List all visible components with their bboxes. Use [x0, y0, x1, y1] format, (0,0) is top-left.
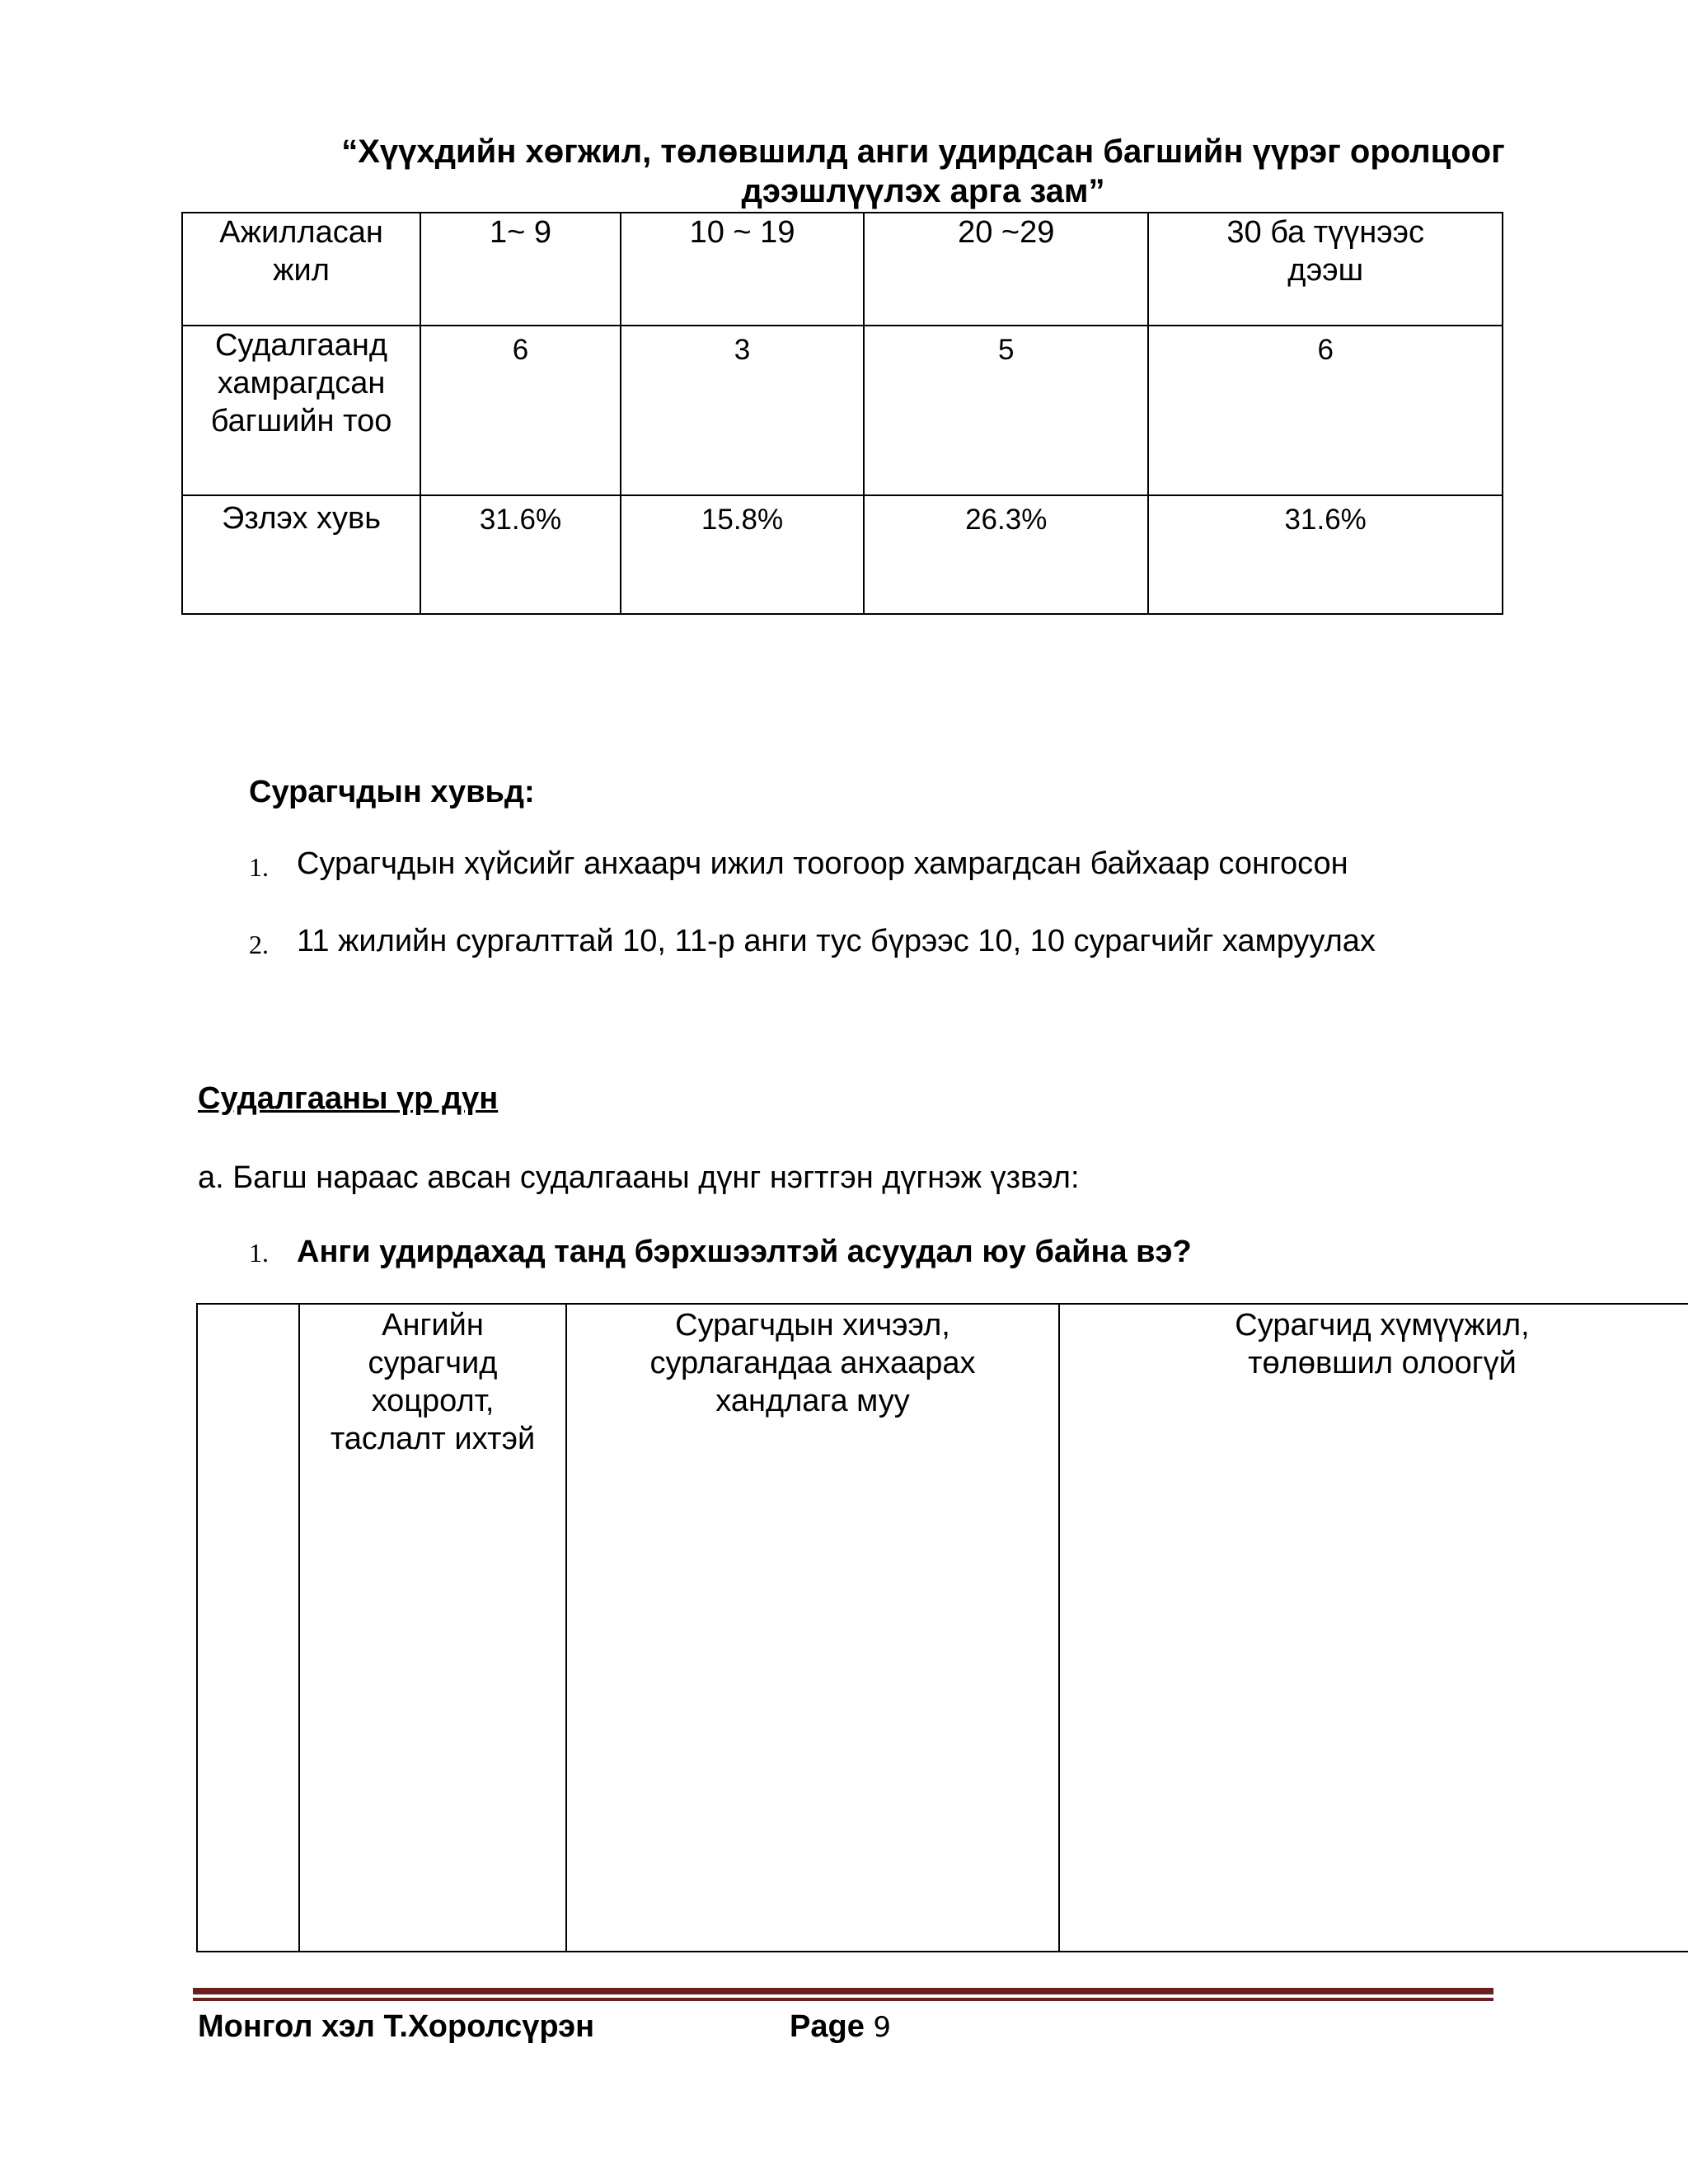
page-number: 9 — [873, 2011, 892, 2044]
table-cell: Сурагчид хүмүүжил, төлөвшил олоогүй — [1059, 1304, 1688, 1952]
list-item — [249, 922, 1376, 960]
footer-rule — [193, 1988, 1493, 1994]
table-cell: 6 — [1148, 326, 1503, 495]
table-cell — [197, 1304, 299, 1952]
students-list — [249, 845, 1376, 960]
table-cell: 31.6% — [1148, 495, 1503, 614]
row-header-count: Судалгаанд хамрагдсан багшийн тоо — [182, 326, 420, 495]
row-header-percent: Эзлэх хувь — [182, 495, 420, 614]
problems-table — [196, 1303, 1688, 1952]
list-item — [249, 845, 1376, 883]
table-row — [182, 326, 1503, 495]
table-row — [197, 1304, 1688, 1952]
table-row — [182, 213, 1503, 326]
teacher-experience-table — [181, 212, 1503, 615]
table-cell: 3 — [621, 326, 864, 495]
survey-question — [249, 1235, 1192, 1270]
table-cell: 5 — [864, 326, 1148, 495]
footer-author: Монгол хэл Т.Хоролсүрэн — [198, 2009, 595, 2044]
footer-page-number — [790, 2009, 891, 2045]
list-number: 2. — [249, 930, 269, 959]
table-cell: 30 ба түүнээс дээш — [1148, 213, 1503, 326]
table-cell: 1~ 9 — [420, 213, 621, 326]
footer-rule-thin — [193, 1998, 1493, 2001]
table-cell: 20 ~29 — [864, 213, 1148, 326]
table-cell: 15.8% — [621, 495, 864, 614]
table-cell: 26.3% — [864, 495, 1148, 614]
table-cell: 6 — [420, 326, 621, 495]
table-cell: 10 ~ 19 — [621, 213, 864, 326]
results-heading: Судалгааны үр дүн — [198, 1081, 499, 1116]
table-cell: 31.6% — [420, 495, 621, 614]
results-summary: а. Багш нараас авсан судалгааны дүнг нэгтгэн дүгнэж үзвэл: — [198, 1160, 1080, 1195]
students-heading: Сурагчдын хувьд: — [249, 775, 535, 809]
list-number: 1. — [249, 852, 269, 882]
question-text: Анги удирдахад танд бэрхшээлтэй асуудал юу байна вэ? — [297, 1235, 1192, 1269]
list-text: 11 жилийн сургалттай 10, 11-р анги тус бүрээс 10, 10 сурагчийг хамруулах — [297, 924, 1376, 958]
title-line-2: дээшлүүлэх арга зам” — [741, 173, 1105, 209]
page-label: Page — [790, 2009, 865, 2044]
title-line-1: “Хүүхдийн хөгжил, төлөвшилд анги удирдсан багшийн үүрэг оролцоог — [341, 134, 1505, 170]
row-header-years: Ажилласан жил — [182, 213, 420, 326]
document-title — [181, 132, 1665, 211]
question-number: 1. — [249, 1238, 269, 1268]
table-cell: Сурагчдын хичээл, сурлагандаа анхаарах хандлага муу — [566, 1304, 1059, 1952]
table-cell: Ангийн сурагчид хоцролт, таслалт ихтэй — [299, 1304, 566, 1952]
table-row — [182, 495, 1503, 614]
list-text: Сурагчдын хүйсийг анхаарч ижил тоогоор хамрагдсан байхаар сонгосон — [297, 846, 1348, 881]
